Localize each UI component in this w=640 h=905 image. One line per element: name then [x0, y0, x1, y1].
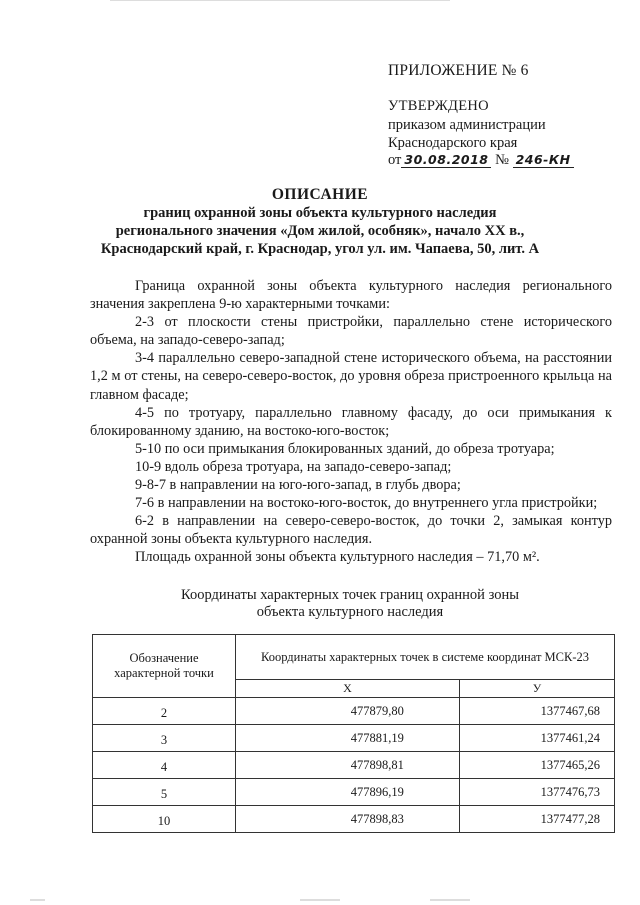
paragraph: 7-6 в направлении на востоко-юго-восток, до внутреннего угла пристройки; [135, 495, 598, 512]
point-cell: 5 [93, 779, 236, 806]
x-cell: 477896,19 [236, 779, 460, 806]
y-cell: 1377467,68 [459, 698, 614, 725]
x-cell: 477898,81 [236, 752, 460, 779]
order-from-label: от [388, 152, 402, 168]
paragraph: 10-9 вдоль обреза тротуара, на западо-северо-запад; [135, 458, 452, 475]
appendix-number: ПРИЛОЖЕНИЕ № 6 [388, 62, 529, 79]
approved-by-line-2: Краснодарского края [388, 135, 518, 151]
order-number-label: № [495, 152, 509, 168]
paragraph: 9-8-7 в направлении на юго-юго-запад, в глубь двора; [135, 477, 461, 494]
table-row [93, 698, 615, 725]
table-row [93, 752, 615, 779]
scan-edge-line [110, 0, 450, 1]
document-subtitle-line-3: Краснодарский край, г. Краснодар, угол ул. им. Чапаева, 50, лит. А [100, 241, 540, 257]
document-subtitle-line-1: границ охранной зоны объекта культурного наследия [143, 205, 497, 221]
paragraph-area: Площадь охранной зоны объекта культурного наследия – 71,70 м². [135, 549, 540, 566]
description-body [90, 277, 612, 567]
table-caption-line-2: объекта культурного наследия [256, 604, 444, 620]
order-number-handwritten: 246-КН [513, 152, 574, 168]
paragraph: 2-3 от плоскости стены пристройки, параллельно стене исторического объема, на западо-северо-запад; [90, 314, 612, 349]
paragraph: 6-2 в направлении на северо-северо-восток, до точки 2, замыкая контур охранной зоны объекта культурного наследия. [90, 513, 612, 548]
x-column-header: X [236, 680, 460, 698]
document-subtitle-line-2: регионального значения «Дом жилой, особняк», начало XX в., [115, 223, 525, 239]
point-column-header: Обозначение характерной точки [93, 635, 236, 698]
document-title: ОПИСАНИЕ [271, 186, 369, 203]
paragraph: 5-10 по оси примыкания блокированных зданий, до обреза тротуара; [135, 440, 555, 457]
point-cell: 4 [93, 752, 236, 779]
y-column-header: У [459, 680, 614, 698]
y-cell: 1377461,24 [459, 725, 614, 752]
approved-by-line-1: приказом администрации [388, 117, 546, 133]
table-caption-line-1: Координаты характерных точек границ охранной зоны [181, 587, 519, 603]
x-cell: 477879,80 [236, 698, 460, 725]
point-cell: 3 [93, 725, 236, 752]
point-cell: 2 [93, 698, 236, 725]
paragraph: 4-5 по тротуару, параллельно главному фасаду, до оси примыкания к блокированному зданию, на востоко-юго-восток; [90, 404, 612, 439]
order-date-handwritten: 30.08.2018 [401, 152, 491, 168]
y-cell: 1377465,26 [459, 752, 614, 779]
x-cell: 477898,83 [236, 806, 460, 833]
table-row [93, 806, 615, 833]
approved-stamp-title: УТВЕРЖДЕНО [388, 98, 489, 114]
order-line [388, 152, 574, 169]
paragraph: 3-4 параллельно северо-западной стене исторического объема, на расстоянии 1,2 м от стены, на северо-северо-восток, до уровня обреза пристроенного крыльца на главном фасаде; [90, 350, 612, 403]
table-row [93, 779, 615, 806]
table-header-row [93, 635, 615, 680]
scan-bottom-edge [0, 899, 640, 901]
point-cell: 10 [93, 806, 236, 833]
paragraph: Граница охранной зоны объекта культурного наследия регионального значения закреплена 9-ю характерными точками: [90, 278, 612, 313]
coordinates-table [92, 634, 615, 833]
y-cell: 1377476,73 [459, 779, 614, 806]
y-cell: 1377477,28 [459, 806, 614, 833]
x-cell: 477881,19 [236, 725, 460, 752]
table-row [93, 725, 615, 752]
coordinate-system-header: Координаты характерных точек в системе координат МСК-23 [236, 635, 615, 680]
